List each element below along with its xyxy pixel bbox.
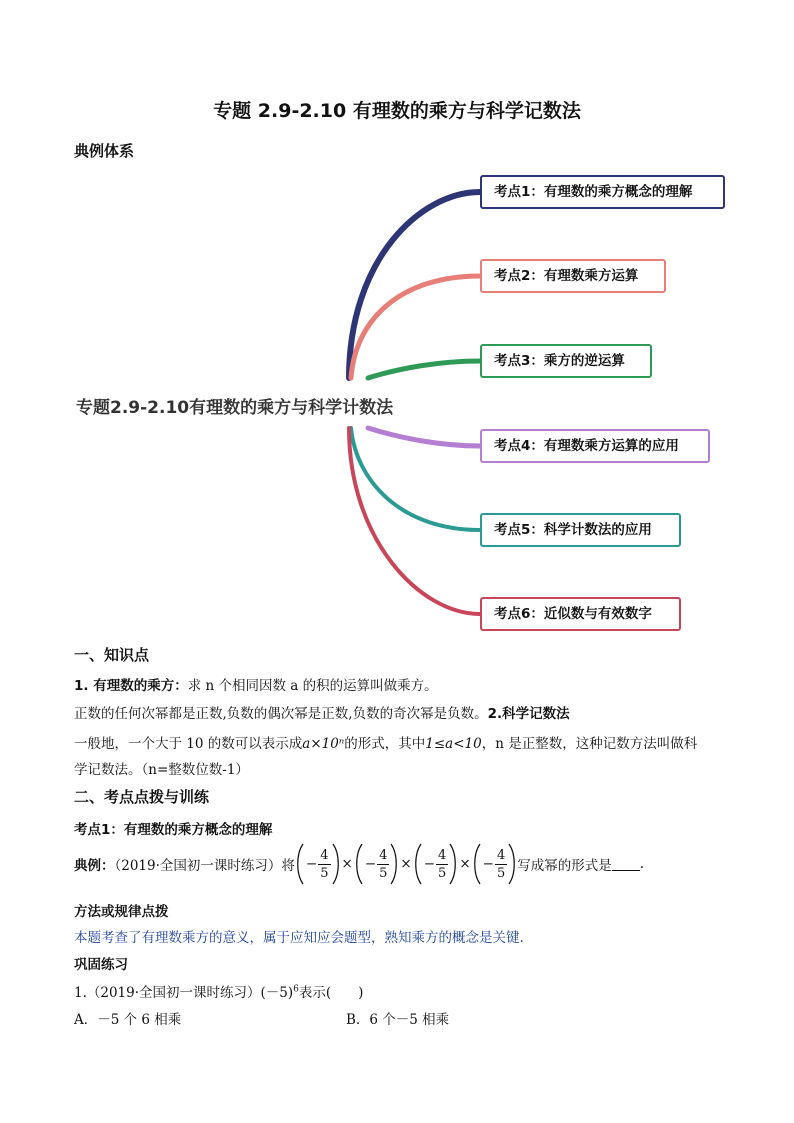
branch-1 <box>349 192 480 378</box>
left-paren <box>472 842 482 886</box>
mindmap-node-4: 考点4：有理数乘方运算的应用 <box>480 429 710 463</box>
left-paren <box>354 842 364 886</box>
knowledge-p3-b: 的形式，其中 <box>344 736 426 752</box>
fraction-factor <box>354 842 400 886</box>
fraction-factor <box>472 842 518 886</box>
branch-4 <box>368 428 480 446</box>
fraction-numerator: 4 <box>320 847 329 863</box>
answer-blank <box>612 858 640 871</box>
example-line <box>74 842 644 892</box>
question-1-text: 1.（2019·全国初一课时练习）(－5) <box>74 985 294 1001</box>
example-label: 典例： <box>74 858 115 874</box>
times-sign: × <box>459 856 471 872</box>
mindmap-node-1: 考点1：有理数的乘方概念的理解 <box>480 175 725 209</box>
fraction-sign: − <box>423 856 436 872</box>
knowledge-p3-a: 一般地，一个大于 10 的数可以表示成 <box>74 736 303 752</box>
times-sign: × <box>400 856 412 872</box>
section-system-heading: 典例体系 <box>74 142 135 160</box>
right-paren <box>507 842 517 886</box>
left-paren <box>413 842 423 886</box>
knowledge-p1 <box>74 674 438 694</box>
fraction-numerator: 4 <box>496 847 506 863</box>
fraction <box>377 847 389 882</box>
left-paren <box>295 842 305 886</box>
consolidate-heading: 巩固练习 <box>74 957 128 973</box>
right-paren <box>448 842 458 886</box>
mindmap-center-title: 专题2.9-2.10有理数的乘方与科学计数法 <box>76 398 394 418</box>
fraction-factor <box>295 842 341 886</box>
branch-3 <box>368 361 480 378</box>
knowledge-p3 <box>74 732 697 752</box>
mindmap-node-3: 考点3：乘方的逆运算 <box>480 344 652 378</box>
knowledge-p2-text: 正数的任何次幂都是正数,负数的偶次幂是正数,负数的奇次幂是负数。 <box>74 706 488 722</box>
mindmap-node-6: 考点6：近似数与有效数字 <box>480 597 681 631</box>
mindmap-node-2: 考点2：有理数乘方运算 <box>480 259 666 293</box>
option-b: B．6 个－5 相乘 <box>346 1012 450 1028</box>
fraction-denominator: 5 <box>379 865 388 881</box>
knowledge-p3-c: ，n 是正整数，这种记数方法叫做科 <box>481 736 698 752</box>
page-title: 专题 2.9-2.10 有理数的乘方与科学记数法 <box>213 100 581 122</box>
fraction-sign: − <box>305 856 318 872</box>
question-1-exponent: 6 <box>293 984 299 995</box>
knowledge-p3-range: 1≤a<10 <box>425 736 482 752</box>
practice-heading: 二、考点点拨与训练 <box>74 788 210 806</box>
right-paren <box>331 842 341 886</box>
option-a: A．－5 个 6 相乘 <box>74 1012 182 1028</box>
knowledge-p4: 学记数法。（n=整数位数-1） <box>74 762 249 778</box>
kp1-heading: 考点1：有理数的乘方概念的理解 <box>74 822 273 838</box>
knowledge-p1-term: 1. 有理数的乘方： <box>74 678 188 694</box>
fraction <box>436 847 448 882</box>
fraction <box>495 847 507 882</box>
method-heading: 方法或规律点拨 <box>74 904 169 920</box>
fraction-denominator: 5 <box>438 865 447 881</box>
mindmap-node-5: 考点5：科学计数法的应用 <box>480 513 681 547</box>
knowledge-p3-expr: a×10ⁿ <box>302 736 345 752</box>
right-paren <box>389 842 399 886</box>
branch-6 <box>349 428 480 614</box>
knowledge-heading: 一、知识点 <box>74 646 150 664</box>
fraction-sign: − <box>482 856 494 872</box>
question-1 <box>74 981 363 1001</box>
question-1-tail: 表示( ) <box>298 985 364 1001</box>
example-end: . <box>639 856 645 872</box>
example-fractions <box>295 847 517 881</box>
fraction-numerator: 4 <box>438 847 447 863</box>
knowledge-p2-term: 2.科学记数法 <box>487 706 570 722</box>
fraction-denominator: 5 <box>320 865 329 881</box>
fraction-sign: − <box>364 856 377 872</box>
times-sign: × <box>341 856 353 872</box>
fraction-factor <box>413 842 459 886</box>
knowledge-p2 <box>74 702 570 722</box>
knowledge-p1-text: 求 n 个相同因数 a 的积的运算叫做乘方。 <box>187 678 438 694</box>
fraction <box>318 847 330 882</box>
example-tail: 写成幂的形式是 <box>517 858 612 874</box>
example-source: （2019·全国初一课时练习）将 <box>114 858 295 874</box>
fraction-denominator: 5 <box>496 865 506 881</box>
fraction-numerator: 4 <box>379 847 388 863</box>
method-text: 本题考查了有理数乘方的意义，属于应知应会题型，熟知乘方的概念是关键. <box>74 930 524 946</box>
